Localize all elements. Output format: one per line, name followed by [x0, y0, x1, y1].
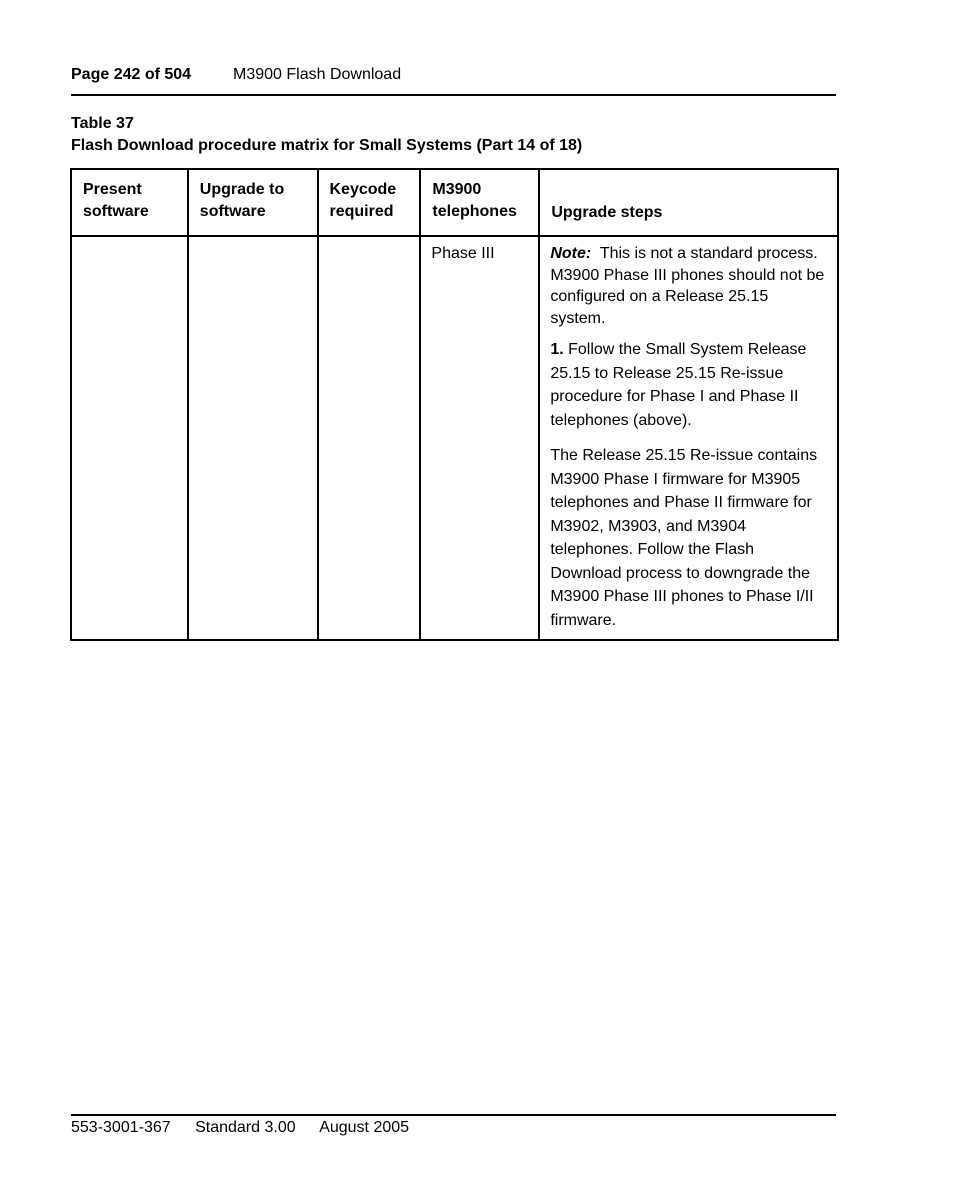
table-title: Flash Download procedure matrix for Small Systems (Part 14 of 18): [71, 137, 583, 154]
document-title: M3900 Flash Download: [233, 66, 402, 83]
footer-standard: Standard 3.00: [195, 1119, 296, 1136]
table-caption: [71, 113, 582, 157]
step-text: Follow the Small System Release 25.15 to Release 25.15 Re-issue procedure for Phase I and Phase II telephones (above).: [550, 341, 807, 429]
page-number: Page 242 of 504: [71, 66, 192, 83]
footer-doc-number: 553-3001-367: [71, 1119, 171, 1136]
step-number: 1.: [550, 341, 564, 358]
cell-keycode-required: [318, 236, 421, 640]
cell-upgrade-to-software: [188, 236, 318, 640]
procedure-matrix-table: [70, 168, 839, 641]
note-text: This is not a standard process. M3900 Phase III phones should not be configured on a Release 25.15 system.: [550, 245, 825, 327]
cell-telephones: Phase III: [420, 236, 539, 640]
col-header-upgrade-steps: Upgrade steps: [539, 169, 838, 236]
cell-upgrade-steps: [539, 236, 838, 640]
col-header-m3900-telephones: M3900 telephones: [420, 169, 539, 236]
footer-date: August 2005: [319, 1119, 410, 1136]
col-header-upgrade-to-software: Upgrade to software: [188, 169, 318, 236]
step-paragraph: [550, 338, 827, 432]
col-header-present-software: Present software: [71, 169, 188, 236]
note-label: Note:: [550, 245, 592, 262]
cell-present-software: [71, 236, 188, 640]
table-row: [71, 236, 838, 640]
page-header: [71, 66, 836, 96]
note-paragraph: [550, 243, 827, 329]
table-label: Table 37: [71, 115, 134, 132]
table-header-row: [71, 169, 838, 236]
col-header-keycode-required: Keycode required: [318, 169, 421, 236]
page-footer: [71, 1114, 836, 1137]
info-paragraph: The Release 25.15 Re-issue contains M3900 Phase I firmware for M3905 telephones and Phase II firmware for M3902, M3903, and M3904 telephones. Follow the Flash Download process to downgrade the M3900 Phase III phones to Phase I/II firmware.: [550, 447, 818, 629]
